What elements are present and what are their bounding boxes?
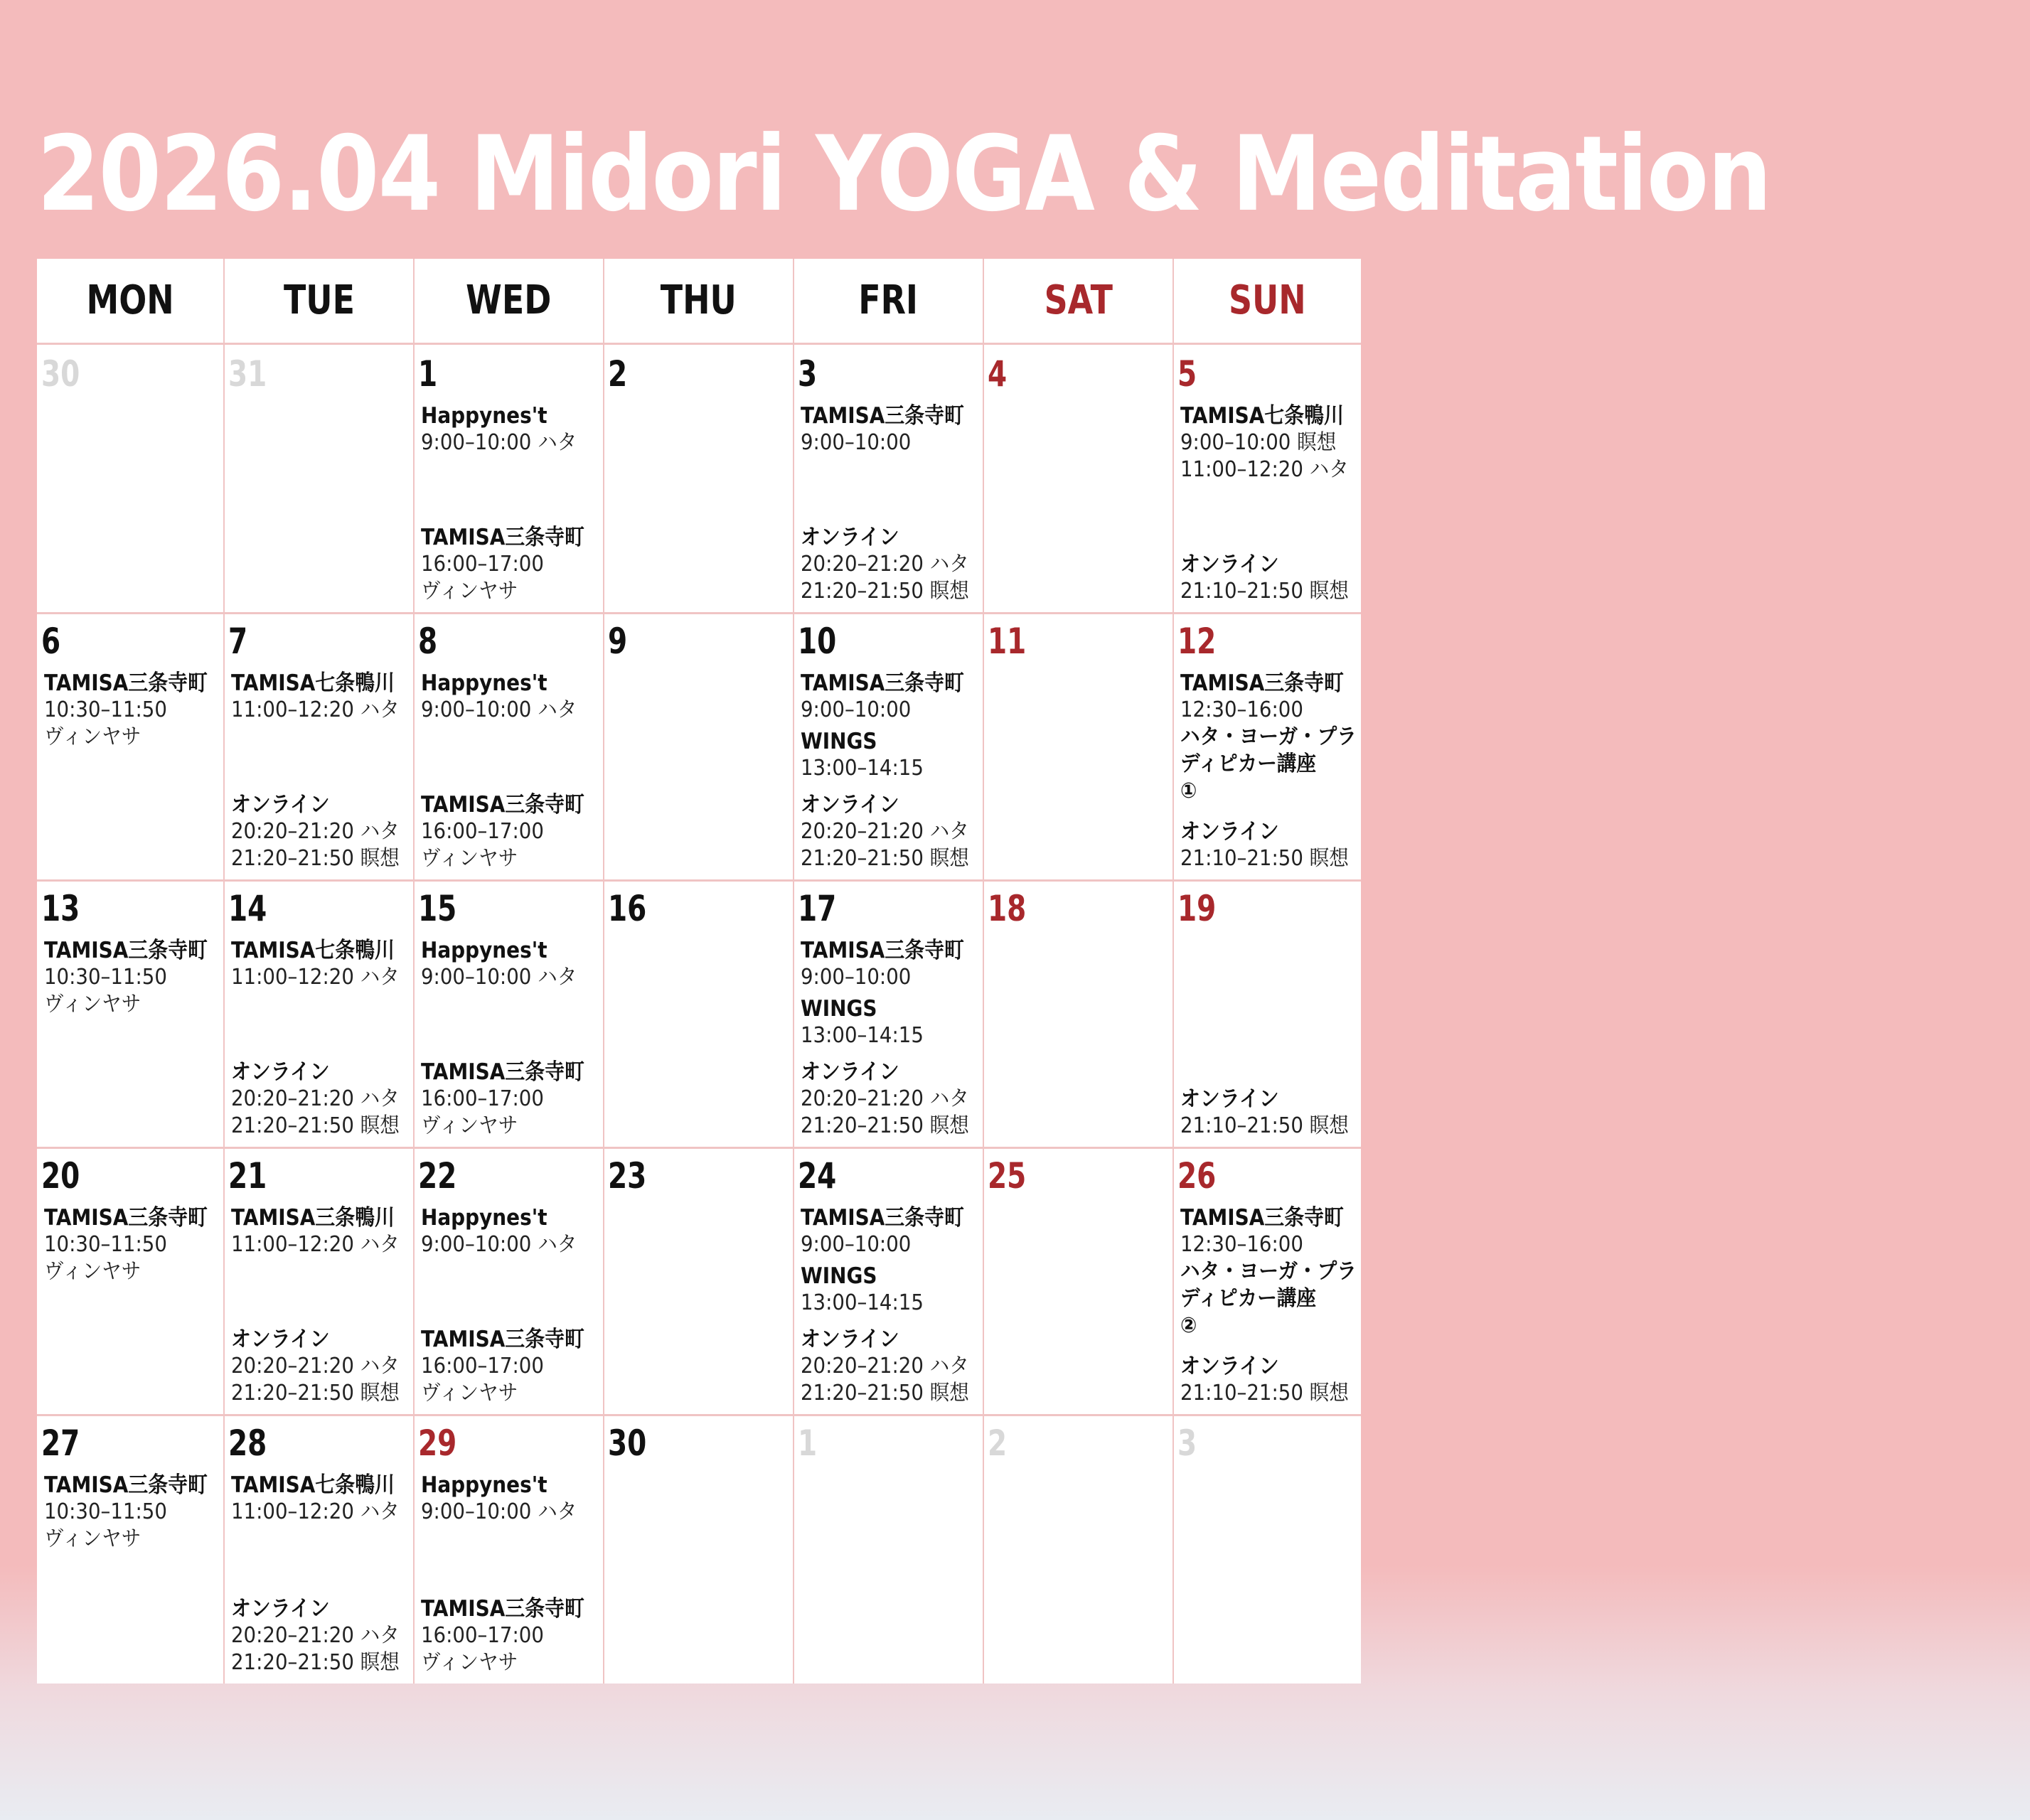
calendar-day-cell xyxy=(414,1149,604,1414)
weekday-label: FRI xyxy=(858,277,919,323)
schedule-entry xyxy=(421,1204,590,1258)
weekday-header-wed xyxy=(414,259,604,343)
class-time: 11:00–12:20 ハタ xyxy=(231,1232,400,1257)
class-time: ヴィンヤサ xyxy=(44,1259,141,1284)
day-number: 19 xyxy=(1177,888,1217,929)
schedule-entry xyxy=(231,1472,414,1526)
course-title: ハタ・ヨーガ・プラ xyxy=(1180,1259,1357,1284)
day-number: 30 xyxy=(608,1423,647,1464)
day-number: 20 xyxy=(41,1155,80,1197)
venue-label: WINGS xyxy=(801,729,877,754)
schedule-entry xyxy=(1180,670,1372,805)
schedule-entry xyxy=(231,1595,414,1676)
class-time: 10:30–11:50 xyxy=(44,965,167,990)
schedule-entry xyxy=(231,1059,414,1140)
schedule-entry xyxy=(231,937,414,991)
schedule-entry xyxy=(421,402,590,456)
calendar-day-cell xyxy=(1173,347,1361,612)
venue-label: TAMISA七条鴨川 xyxy=(231,670,395,696)
schedule-entry xyxy=(421,791,602,872)
schedule-entry xyxy=(801,937,982,991)
class-time: 20:20–21:20 ハタ xyxy=(231,819,400,844)
course-title: ① xyxy=(1180,778,1197,803)
day-number: 30 xyxy=(41,353,80,395)
calendar-day-cell xyxy=(414,347,604,612)
class-time: 9:00–10:00 xyxy=(801,430,912,455)
day-number: 2 xyxy=(988,1423,1008,1464)
day-number: 29 xyxy=(418,1423,457,1464)
calendar-day-cell xyxy=(794,1149,983,1414)
class-time: 20:20–21:20 ハタ xyxy=(801,552,969,577)
schedule-entry xyxy=(801,791,983,872)
schedule-entry xyxy=(231,670,414,724)
weekday-header-sun xyxy=(1173,259,1361,343)
class-time: 12:30–16:00 xyxy=(1180,697,1303,722)
class-time: 21:20–21:50 瞑想 xyxy=(231,846,400,871)
day-number: 26 xyxy=(1177,1155,1217,1197)
page-title xyxy=(37,114,1771,235)
venue-label: TAMISA三条寺町 xyxy=(421,1596,584,1622)
class-time: 9:00–10:00 ハタ xyxy=(421,697,577,722)
calendar-day-cell xyxy=(604,347,794,612)
venue-label: TAMISA三条寺町 xyxy=(44,670,208,696)
calendar-day-cell xyxy=(983,1416,1173,1684)
schedule-entry xyxy=(801,670,982,724)
schedule-entry xyxy=(421,1472,590,1526)
calendar-day-cell xyxy=(224,614,414,879)
weekday-header-mon xyxy=(37,259,224,343)
venue-label: オンライン xyxy=(231,1596,330,1622)
weekday-header-thu xyxy=(604,259,794,343)
venue-label: Happynes't xyxy=(421,1205,547,1231)
calendar-day-cell xyxy=(1173,882,1361,1147)
weekday-header-tue xyxy=(224,259,414,343)
calendar-day-cell xyxy=(604,1416,794,1684)
class-time: ヴィンヤサ xyxy=(421,846,518,871)
weekday-label: SAT xyxy=(1044,277,1113,323)
class-time: 16:00–17:00 xyxy=(421,1623,544,1648)
schedule-entry xyxy=(231,1326,414,1407)
weekday-header-fri xyxy=(794,259,983,343)
venue-label: オンライン xyxy=(231,792,330,818)
calendar-day-cell xyxy=(37,882,224,1147)
class-time: 9:00–10:00 xyxy=(801,1232,912,1257)
day-number: 4 xyxy=(988,353,1008,395)
class-time: 13:00–14:15 xyxy=(801,1290,924,1315)
course-title: ハタ・ヨーガ・プラ xyxy=(1180,724,1357,749)
venue-label: オンライン xyxy=(1180,1354,1279,1379)
class-time: 16:00–17:00 xyxy=(421,1354,544,1379)
schedule-entry xyxy=(421,670,590,724)
schedule-entry xyxy=(801,1326,983,1407)
calendar-day-cell xyxy=(983,882,1173,1147)
day-number: 3 xyxy=(1177,1423,1197,1464)
class-time: 21:10–21:50 瞑想 xyxy=(1180,1113,1349,1138)
course-title: ディピカー講座 xyxy=(1180,1286,1317,1311)
day-number: 25 xyxy=(988,1155,1027,1197)
calendar-day-cell xyxy=(224,1149,414,1414)
class-time: 16:00–17:00 xyxy=(421,1086,544,1111)
venue-label: TAMISA三条寺町 xyxy=(421,792,584,818)
class-time: 9:00–10:00 ハタ xyxy=(421,1499,577,1524)
day-number: 17 xyxy=(798,888,837,929)
calendar-day-cell xyxy=(414,1416,604,1684)
day-number: 12 xyxy=(1177,621,1217,662)
calendar-day-cell xyxy=(983,347,1173,612)
day-number: 28 xyxy=(228,1423,267,1464)
class-time: 20:20–21:20 ハタ xyxy=(801,1354,969,1379)
venue-label: TAMISA三条寺町 xyxy=(44,1205,208,1231)
class-time: 11:00–12:20 ハタ xyxy=(231,965,400,990)
calendar-day-cell xyxy=(604,1149,794,1414)
venue-label: オンライン xyxy=(801,1327,899,1352)
class-time: ヴィンヤサ xyxy=(421,1113,518,1138)
class-time: 9:00–10:00 ハタ xyxy=(421,430,577,455)
class-time: 20:20–21:20 ハタ xyxy=(231,1354,400,1379)
schedule-entry xyxy=(801,1059,983,1140)
class-time: ヴィンヤサ xyxy=(44,992,141,1017)
calendar-day-cell xyxy=(604,614,794,879)
class-time: 20:20–21:20 ハタ xyxy=(231,1086,400,1111)
calendar-day-cell xyxy=(1173,1416,1361,1684)
calendar-day-cell xyxy=(1173,614,1361,879)
schedule-entry xyxy=(421,937,590,991)
venue-label: TAMISA三条寺町 xyxy=(44,938,208,963)
day-number: 31 xyxy=(228,353,267,395)
calendar-day-cell xyxy=(414,882,604,1147)
day-number: 6 xyxy=(41,621,61,662)
venue-label: Happynes't xyxy=(421,1472,547,1498)
class-time: 9:00–10:00 xyxy=(801,697,912,722)
day-number: 11 xyxy=(988,621,1027,662)
day-number: 10 xyxy=(798,621,837,662)
venue-label: オンライン xyxy=(801,1059,899,1085)
venue-label: TAMISA三条寺町 xyxy=(801,1205,964,1231)
day-number: 3 xyxy=(798,353,818,395)
weekday-label: MON xyxy=(86,277,175,323)
class-time: 21:20–21:50 瞑想 xyxy=(231,1113,400,1138)
class-time: 21:10–21:50 瞑想 xyxy=(1180,579,1349,604)
class-time: 21:10–21:50 瞑想 xyxy=(1180,1381,1349,1406)
calendar-day-cell xyxy=(414,614,604,879)
schedule-entry xyxy=(44,937,225,1018)
class-time: 11:00–12:20 ハタ xyxy=(1180,457,1349,482)
class-time: ヴィンヤサ xyxy=(421,1381,518,1406)
venue-label: Happynes't xyxy=(421,938,547,963)
schedule-entry xyxy=(801,524,983,605)
venue-label: オンライン xyxy=(1180,819,1279,845)
class-time: 21:20–21:50 瞑想 xyxy=(801,579,969,604)
class-time: 9:00–10:00 瞑想 xyxy=(1180,430,1337,455)
class-time: 10:30–11:50 xyxy=(44,1499,167,1524)
schedule-entry xyxy=(801,1263,934,1317)
day-number: 9 xyxy=(608,621,628,662)
class-time: 21:20–21:50 瞑想 xyxy=(801,846,969,871)
day-number: 1 xyxy=(418,353,438,395)
schedule-entry xyxy=(801,402,982,456)
venue-label: TAMISA三条寺町 xyxy=(801,403,964,429)
weekday-header-sat xyxy=(983,259,1173,343)
calendar-day-cell xyxy=(794,882,983,1147)
schedule-entry xyxy=(1180,402,1363,483)
schedule-entry xyxy=(1180,1086,1363,1140)
venue-label: オンライン xyxy=(1180,1086,1279,1112)
calendar-grid xyxy=(37,259,1361,1684)
schedule-entry xyxy=(421,1059,602,1140)
day-number: 13 xyxy=(41,888,80,929)
day-number: 5 xyxy=(1177,353,1197,395)
day-number: 2 xyxy=(608,353,628,395)
class-time: ヴィンヤサ xyxy=(44,724,141,749)
calendar-day-cell xyxy=(983,1149,1173,1414)
venue-label: TAMISA七条鴨川 xyxy=(231,1472,395,1498)
class-time: 9:00–10:00 xyxy=(801,965,912,990)
class-time: 21:20–21:50 瞑想 xyxy=(231,1381,400,1406)
class-time: 13:00–14:15 xyxy=(801,756,924,781)
venue-label: オンライン xyxy=(231,1327,330,1352)
class-time: 21:10–21:50 瞑想 xyxy=(1180,846,1349,871)
venue-label: TAMISA三条寺町 xyxy=(801,670,964,696)
weekday-label: WED xyxy=(466,277,552,323)
calendar-day-cell xyxy=(37,1416,224,1684)
venue-label: TAMISA三条寺町 xyxy=(421,1059,584,1085)
day-number: 23 xyxy=(608,1155,647,1197)
class-time: 21:20–21:50 瞑想 xyxy=(801,1113,969,1138)
grid-row-divider xyxy=(37,343,1361,345)
venue-label: TAMISA三条寺町 xyxy=(1180,1205,1344,1231)
class-time: 12:30–16:00 xyxy=(1180,1232,1303,1257)
venue-label: WINGS xyxy=(801,996,877,1022)
calendar-day-cell xyxy=(37,614,224,879)
class-time: 20:20–21:20 ハタ xyxy=(801,819,969,844)
venue-label: Happynes't xyxy=(421,670,547,696)
calendar-day-cell xyxy=(224,347,414,612)
venue-label: TAMISA三条寺町 xyxy=(801,938,964,963)
class-time: ヴィンヤサ xyxy=(44,1526,141,1551)
class-time: ヴィンヤサ xyxy=(421,579,518,604)
venue-label: TAMISA三条寺町 xyxy=(421,525,584,550)
venue-label: オンライン xyxy=(801,525,899,550)
day-number: 18 xyxy=(988,888,1027,929)
class-time: 9:00–10:00 ハタ xyxy=(421,1232,577,1257)
class-time: 21:20–21:50 瞑想 xyxy=(231,1650,400,1675)
day-number: 15 xyxy=(418,888,457,929)
schedule-entry xyxy=(1180,551,1363,605)
weekday-label: TUE xyxy=(283,277,355,323)
schedule-entry xyxy=(231,1204,414,1258)
venue-label: TAMISA七条鴨川 xyxy=(1180,403,1344,429)
class-time: 16:00–17:00 xyxy=(421,819,544,844)
day-number: 1 xyxy=(798,1423,818,1464)
day-number: 22 xyxy=(418,1155,457,1197)
calendar-day-cell xyxy=(37,347,224,612)
schedule-entry xyxy=(421,1326,602,1407)
class-time: 11:00–12:20 ハタ xyxy=(231,697,400,722)
schedule-entry xyxy=(44,1472,225,1553)
venue-label: WINGS xyxy=(801,1263,877,1289)
title-text: 2026.04 Midori YOGA & Meditation xyxy=(37,114,1771,235)
day-number: 7 xyxy=(228,621,248,662)
schedule-entry xyxy=(44,1204,225,1285)
day-number: 27 xyxy=(41,1423,80,1464)
class-time: ヴィンヤサ xyxy=(421,1650,518,1675)
venue-label: TAMISA七条鴨川 xyxy=(231,938,395,963)
venue-label: TAMISA三条寺町 xyxy=(1180,670,1344,696)
venue-label: TAMISA三条寺町 xyxy=(44,1472,208,1498)
course-title: ② xyxy=(1180,1313,1197,1338)
class-time: 9:00–10:00 ハタ xyxy=(421,965,577,990)
schedule-entry xyxy=(801,995,934,1049)
calendar-day-cell xyxy=(794,1416,983,1684)
calendar-day-cell xyxy=(794,347,983,612)
schedule-entry xyxy=(1180,1204,1372,1339)
class-time: 10:30–11:50 xyxy=(44,697,167,722)
venue-label: TAMISA三条寺町 xyxy=(421,1327,584,1352)
schedule-entry xyxy=(44,670,225,751)
class-time: 21:20–21:50 瞑想 xyxy=(801,1381,969,1406)
venue-label: TAMISA三条鴨川 xyxy=(231,1205,395,1231)
class-time: 11:00–12:20 ハタ xyxy=(231,1499,400,1524)
schedule-entry xyxy=(421,524,602,605)
venue-label: オンライン xyxy=(1180,552,1279,577)
calendar-day-cell xyxy=(37,1149,224,1414)
calendar-day-cell xyxy=(794,614,983,879)
venue-label: オンライン xyxy=(231,1059,330,1085)
schedule-entry xyxy=(1180,1353,1363,1407)
class-time: 10:30–11:50 xyxy=(44,1232,167,1257)
class-time: 20:20–21:20 ハタ xyxy=(231,1623,400,1648)
schedule-entry xyxy=(1180,818,1363,872)
class-time: 13:00–14:15 xyxy=(801,1023,924,1048)
class-time: 20:20–21:20 ハタ xyxy=(801,1086,969,1111)
class-time: 16:00–17:00 xyxy=(421,552,544,577)
schedule-entry xyxy=(231,791,414,872)
calendar-day-cell xyxy=(224,882,414,1147)
venue-label: オンライン xyxy=(801,792,899,818)
calendar-day-cell xyxy=(983,614,1173,879)
schedule-entry xyxy=(801,1204,982,1258)
weekday-label: SUN xyxy=(1228,277,1306,323)
day-number: 24 xyxy=(798,1155,837,1197)
course-title: ディピカー講座 xyxy=(1180,751,1317,776)
calendar-day-cell xyxy=(604,882,794,1147)
schedule-entry xyxy=(421,1595,602,1676)
day-number: 21 xyxy=(228,1155,267,1197)
weekday-label: THU xyxy=(660,277,737,323)
day-number: 14 xyxy=(228,888,267,929)
day-number: 8 xyxy=(418,621,438,662)
calendar-day-cell xyxy=(224,1416,414,1684)
venue-label: Happynes't xyxy=(421,403,547,429)
day-number: 16 xyxy=(608,888,647,929)
calendar-day-cell xyxy=(1173,1149,1361,1414)
schedule-entry xyxy=(801,728,934,782)
